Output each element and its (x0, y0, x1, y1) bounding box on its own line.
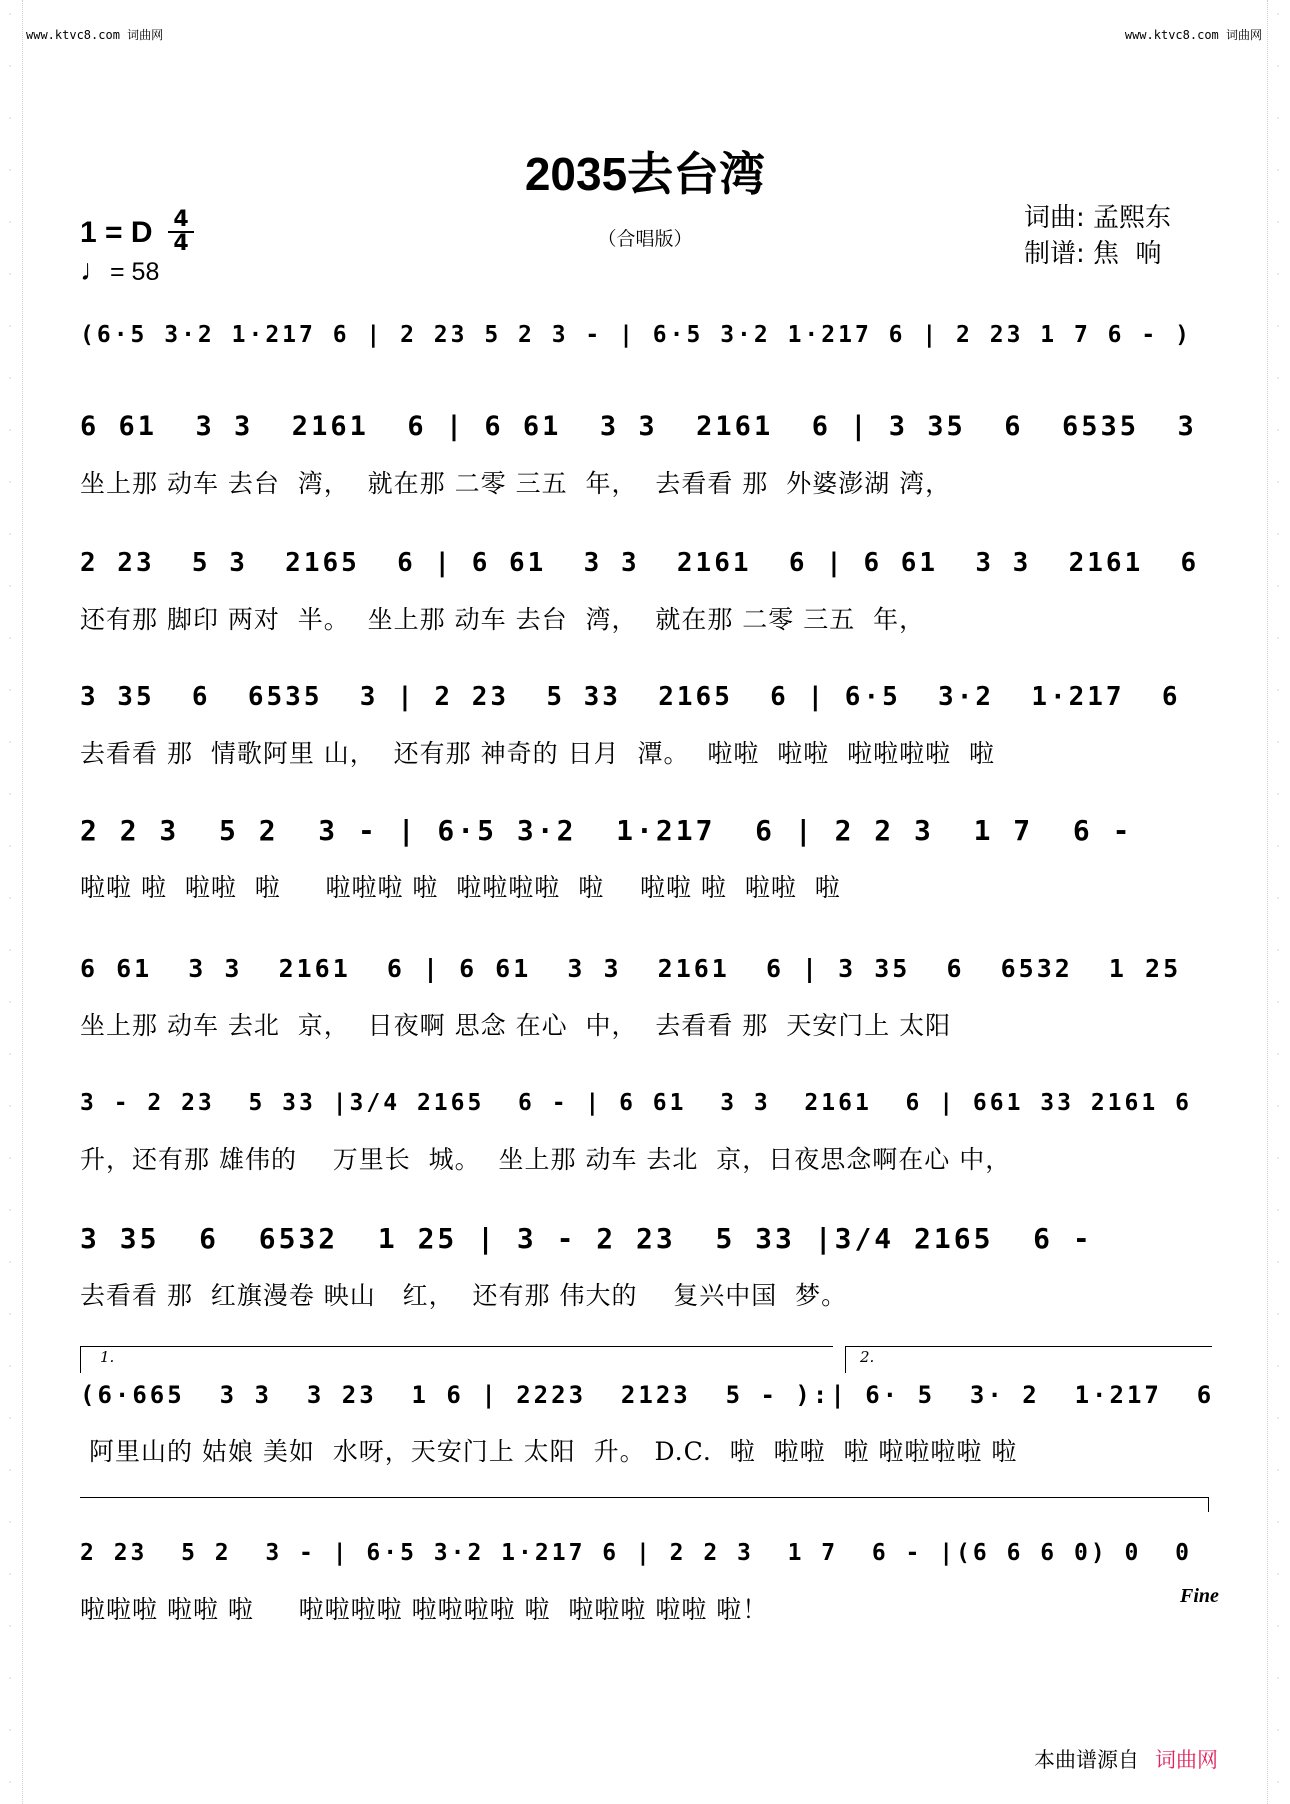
header-url-left[interactable]: www.ktvc8.com 词曲网 (26, 28, 164, 42)
watermark-mark: · (8, 270, 12, 279)
footer-brand-link[interactable]: 词曲网 (1155, 1748, 1218, 1772)
lyric-row: 啦啦 啦 啦啦 啦 啦啦啦 啦 啦啦啦啦 啦 啦啦 啦 啦啦 啦 (80, 873, 841, 902)
watermark-mark: · (1276, 1622, 1280, 1631)
watermark-mark: · (8, 1206, 12, 1215)
footer-source (1034, 1744, 1218, 1774)
watermark-mark: · (8, 478, 12, 487)
time-signature (168, 207, 194, 256)
watermark-mark: · (8, 1362, 12, 1371)
section-bracket (80, 1497, 1209, 1512)
lyric-row: 还有那 脚印 两对 半。 坐上那 动车 去台 湾， 就在那 二零 三五 年， (80, 605, 926, 634)
notation-row: 6 61 3 3 2161 6 | 6 61 3 3 2161 6 | 3 35 6 6535 3 (80, 411, 1197, 442)
fine-marking: Fine (1180, 1585, 1219, 1607)
watermark-mark: · (8, 894, 12, 903)
watermark-mark: · (8, 218, 12, 227)
watermark-mark: · (8, 582, 12, 591)
watermark-mark: · (1276, 1726, 1280, 1735)
watermark-mark: · (1276, 790, 1280, 799)
watermark-mark: · (8, 1258, 12, 1267)
watermark-mark: · (1276, 738, 1280, 747)
watermark-mark: · (1276, 166, 1280, 175)
notation-row: 3 35 6 6535 3 | 2 23 5 33 2165 6 | 6·5 3·2 1·217 6 (80, 682, 1181, 712)
arranger-credit: 制谱: 焦 响 (1024, 239, 1162, 269)
first-ending-label: 1. (100, 1348, 115, 1366)
notation-row: (6·665 3 3 3 23 1 6 | 2223 2123 5 - ):| 6· 5 3· 2 1·217 6 (80, 1381, 1215, 1409)
watermark-mark: · (8, 1518, 12, 1527)
watermark-mark: · (1276, 1778, 1280, 1787)
watermark-mark: · (8, 1674, 12, 1683)
watermark-mark: · (1276, 1570, 1280, 1579)
lyric-row: 去看看 那 红旗漫卷 映山 红， 还有那 伟大的 复兴中国 梦。 (80, 1281, 848, 1310)
watermark-mark: · (1276, 634, 1280, 643)
watermark-mark: · (1276, 998, 1280, 1007)
watermark-mark: · (8, 374, 12, 383)
lyric-row: 升，还有那 雄伟的 万里长 城。 坐上那 动车 去北 京，日夜思念啊在心 中， (80, 1145, 1012, 1174)
lyric-row: 坐上那 动车 去北 京， 日夜啊 思念 在心 中， 去看看 那 天安门上 太阳 (80, 1011, 952, 1040)
watermark-mark: · (8, 530, 12, 539)
notation-row: (6·5 3·2 1·217 6 | 2 23 5 2 3 - | 6·5 3·2 1·217 6 | 2 23 1 7 6 - ) (80, 322, 1192, 348)
key-signature: 1 = D (80, 216, 153, 249)
watermark-mark: · (8, 1050, 12, 1059)
watermark-mark: · (8, 1414, 12, 1423)
watermark-mark: · (1276, 218, 1280, 227)
watermark-mark: · (1276, 946, 1280, 955)
lyric-row: 去看看 那 情歌阿里 山， 还有那 神奇的 日月 潭。 啦啦 啦啦 啦啦啦啦 啦 (80, 739, 996, 768)
watermark-mark: · (1276, 62, 1280, 71)
watermark-mark: · (1276, 1154, 1280, 1163)
watermark-mark: · (1276, 530, 1280, 539)
first-ending-bracket (80, 1346, 833, 1373)
watermark-mark: · (8, 322, 12, 331)
watermark-mark: · (8, 1310, 12, 1319)
watermark-mark: · (1276, 478, 1280, 487)
right-border-strip (1267, 0, 1290, 1804)
watermark-mark: · (8, 790, 12, 799)
watermark-mark: · (1276, 1206, 1280, 1215)
watermark-mark: · (1276, 1258, 1280, 1267)
watermark-mark: · (1276, 270, 1280, 279)
quarter-note-icon: ♩ (80, 254, 110, 287)
second-ending-bracket (845, 1346, 1212, 1373)
time-signature-bottom: 4 (173, 231, 189, 256)
watermark-mark: · (1276, 686, 1280, 695)
watermark-mark: · (8, 842, 12, 851)
time-signature-top: 4 (173, 207, 189, 232)
notation-row: 2 23 5 2 3 - | 6·5 3·2 1·217 6 | 2 2 3 1 7 6 - |(6 6 6 0) 0 0 (80, 1540, 1192, 1566)
watermark-mark: · (1276, 322, 1280, 331)
credits (1024, 200, 1171, 272)
notation-row: 2 23 5 3 2165 6 | 6 61 3 3 2161 6 | 6 61 3 3 2161 6 (80, 548, 1200, 578)
watermark-mark: · (8, 1102, 12, 1111)
watermark-mark: · (8, 1466, 12, 1475)
lyric-row: 啦啦啦 啦啦 啦 啦啦啦啦 啦啦啦啦 啦 啦啦啦 啦啦 啦！ (80, 1595, 769, 1624)
watermark-mark: · (8, 998, 12, 1007)
watermark-mark: · (8, 1778, 12, 1787)
watermark-mark: · (1276, 1102, 1280, 1111)
watermark-mark: · (1276, 374, 1280, 383)
watermark-mark: · (8, 166, 12, 175)
watermark-mark: · (1276, 114, 1280, 123)
watermark-mark: · (1276, 426, 1280, 435)
watermark-mark: · (8, 686, 12, 695)
song-subtitle: （合唱版） (597, 228, 693, 250)
watermark-mark: · (1276, 10, 1280, 19)
watermark-mark: · (1276, 842, 1280, 851)
watermark-mark: · (1276, 1674, 1280, 1683)
lyric-row: 坐上那 动车 去台 湾， 就在那 二零 三五 年， 去看看 那 外婆澎湖 湾， (80, 469, 952, 498)
watermark-mark: · (8, 114, 12, 123)
watermark-mark: · (8, 62, 12, 71)
watermark-mark: · (8, 946, 12, 955)
footer-source-label: 本曲谱源自 (1034, 1748, 1139, 1772)
notation-row: 6 61 3 3 2161 6 | 6 61 3 3 2161 6 | 3 35 6 6532 1 25 (80, 954, 1182, 983)
watermark-mark: · (8, 1570, 12, 1579)
watermark-mark: · (8, 426, 12, 435)
watermark-mark: · (1276, 1518, 1280, 1527)
notation-row: 2 2 3 5 2 3 - | 6·5 3·2 1·217 6 | 2 2 3 1 7 6 - (80, 814, 1133, 847)
header-url-right[interactable]: www.ktvc8.com 词曲网 (1124, 28, 1262, 42)
watermark-mark: · (8, 634, 12, 643)
watermark-mark: · (8, 1154, 12, 1163)
watermark-mark: · (1276, 582, 1280, 591)
notation-row: 3 35 6 6532 1 25 | 3 - 2 23 5 33 |3/4 2165 6 - (80, 1222, 1093, 1255)
watermark-mark: · (8, 738, 12, 747)
second-ending-label: 2. (860, 1348, 875, 1366)
lyricist-credit: 词曲: 孟熙东 (1024, 203, 1172, 233)
lyric-row: 阿里山的 姑娘 美如 水呀，天安门上 太阳 升。 D.C. 啦 啦啦 啦 啦啦啦啦 啦 (80, 1437, 1018, 1466)
tempo-marking (80, 254, 159, 288)
watermark-mark: · (1276, 1050, 1280, 1059)
watermark-mark: · (1276, 894, 1280, 903)
notation-row: 3 - 2 23 5 33 |3/4 2165 6 - | 6 61 3 3 2161 6 | 661 33 2161 6 (80, 1090, 1192, 1116)
watermark-mark: · (8, 1726, 12, 1735)
watermark-mark: · (1276, 1310, 1280, 1319)
left-border-strip (0, 0, 23, 1804)
watermark-mark: · (1276, 1466, 1280, 1475)
song-title: 2035去台湾 (524, 148, 766, 200)
watermark-mark: · (8, 1622, 12, 1631)
watermark-mark: · (1276, 1362, 1280, 1371)
watermark-mark: · (1276, 1414, 1280, 1423)
tempo-value: = 58 (110, 258, 160, 286)
watermark-mark: · (8, 10, 12, 19)
